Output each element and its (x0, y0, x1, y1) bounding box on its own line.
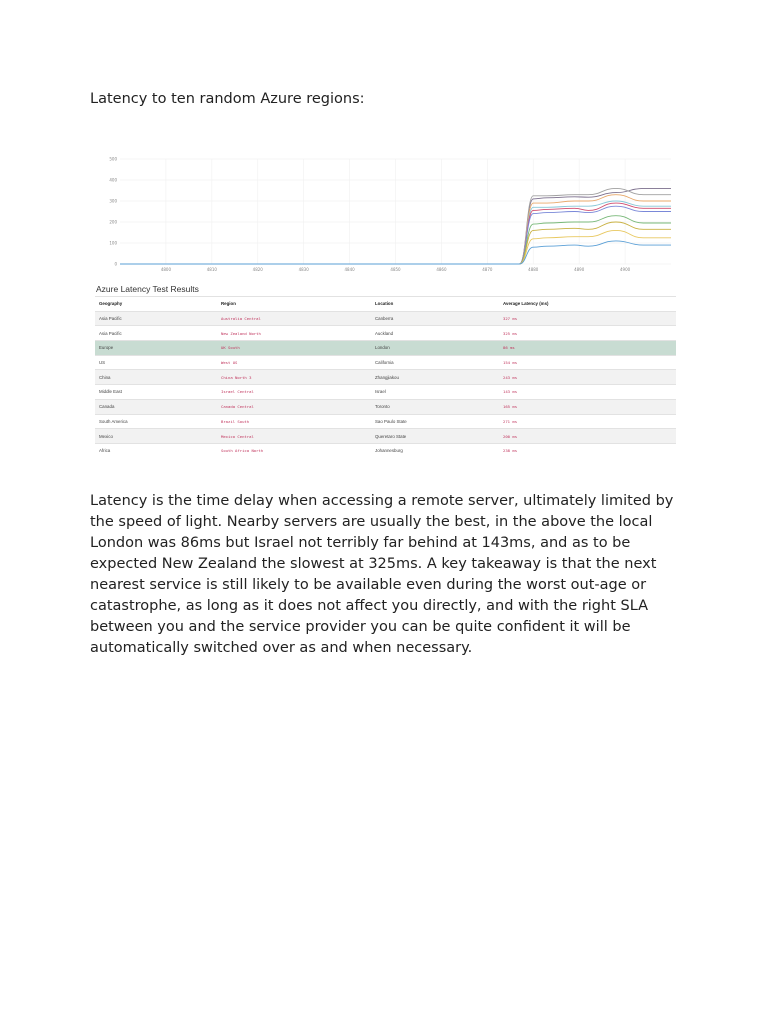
table-row (95, 399, 676, 414)
y-tick-label: 400 (109, 177, 117, 183)
latency-screenshot (95, 153, 676, 454)
cell-geography: Europe (95, 341, 217, 356)
header-latency: Average Latency (ms) (499, 297, 676, 312)
y-tick-label: 100 (109, 240, 117, 246)
table-row (95, 385, 676, 400)
cell-region: UK South (217, 341, 371, 356)
table-header-row (95, 297, 676, 312)
y-tick-label: 200 (109, 219, 117, 225)
x-tick-label: 4890 (574, 267, 585, 272)
cell-location: Johannesburg (371, 443, 499, 457)
cell-latency: 325 ms (499, 326, 676, 341)
x-tick-label: 4800 (160, 267, 172, 272)
cell-geography: Canada (95, 399, 217, 414)
cell-latency: 165 ms (499, 399, 676, 414)
cell-region: Australia Central (217, 311, 371, 326)
x-tick-label: 4900 (619, 267, 631, 272)
cell-region: Mexico Central (217, 429, 371, 444)
y-tick-label: 300 (109, 198, 117, 204)
cell-latency: 154 ms (499, 355, 676, 370)
header-location: Location (371, 297, 499, 312)
header-geography: Geography (95, 297, 217, 312)
cell-location: Zhangjiakou (371, 370, 499, 385)
cell-region: Brazil South (217, 414, 371, 429)
cell-region: New Zealand North (217, 326, 371, 341)
cell-location: Sao Paulo State (371, 414, 499, 429)
cell-geography: Asia Pacific (95, 326, 217, 341)
cell-region: Canada Central (217, 399, 371, 414)
cell-latency: 200 ms (499, 429, 676, 444)
x-tick-label: 4870 (482, 267, 493, 272)
cell-latency: 243 ms (499, 370, 676, 385)
cell-region: West US (217, 355, 371, 370)
table-row (95, 370, 676, 385)
cell-latency: 327 ms (499, 311, 676, 326)
cell-location: London (371, 341, 499, 356)
cell-location: Queretaro State (371, 429, 499, 444)
intro-text: Latency to ten random Azure regions: (90, 91, 365, 107)
cell-geography: Africa (95, 443, 217, 457)
x-tick-label: 4850 (390, 267, 401, 272)
header-region: Region (217, 297, 371, 312)
latency-chart-svg (95, 153, 676, 275)
results-title: Azure Latency Test Results (96, 284, 199, 294)
cell-region: South Africa North (217, 443, 371, 457)
cell-location: California (371, 355, 499, 370)
chart-x-ticks (161, 267, 631, 272)
chart-y-ticks (109, 157, 117, 267)
results-table (95, 296, 676, 458)
cell-location: Canberra (371, 311, 499, 326)
chart-grid (120, 159, 671, 264)
cell-location: Toronto (371, 399, 499, 414)
cell-geography: South America (95, 414, 217, 429)
cell-latency: 143 ms (499, 385, 676, 400)
latency-chart (95, 153, 676, 275)
y-tick-label: 0 (114, 261, 117, 267)
table-row (95, 443, 676, 457)
table-row-highlighted (95, 341, 676, 356)
cell-geography: Middle East (95, 385, 217, 400)
cell-latency: 238 ms (499, 443, 676, 457)
cell-geography: Asia Pacific (95, 311, 217, 326)
cell-location: Auckland (371, 326, 499, 341)
cell-region: China North 3 (217, 370, 371, 385)
cell-region: Israel Central (217, 385, 371, 400)
table-row (95, 414, 676, 429)
x-tick-label: 4820 (252, 267, 263, 272)
x-tick-label: 4860 (436, 267, 447, 272)
cell-latency: 86 ms (499, 341, 676, 356)
cell-geography: US (95, 355, 217, 370)
x-tick-label: 4810 (206, 267, 217, 272)
cell-geography: Mexico (95, 429, 217, 444)
table-row (95, 311, 676, 326)
x-tick-label: 4840 (344, 267, 355, 272)
x-tick-label: 4880 (528, 267, 539, 272)
table-row (95, 355, 676, 370)
body-paragraph: Latency is the time delay when accessing a remote server, ultimately limited by the speed of light. Nearby servers are usually the best, in the above the local London was 86ms but Israel not terribly far behind at 143ms, and as to be expected New Zealand the slowest at 325ms. A key takeaway is that the next nearest service is still likely to be available even during the worst out-age or catastrophe, as long as it does not affect you directly, and with the right SLA between you and the service provider you can be quite confident it will be automatically switched over as and when necessary. (90, 493, 674, 656)
cell-geography: China (95, 370, 217, 385)
table-row (95, 429, 676, 444)
x-tick-label: 4830 (298, 267, 309, 272)
y-tick-label: 500 (109, 156, 117, 162)
cell-location: Israel (371, 385, 499, 400)
table-row (95, 326, 676, 341)
cell-latency: 271 ms (499, 414, 676, 429)
